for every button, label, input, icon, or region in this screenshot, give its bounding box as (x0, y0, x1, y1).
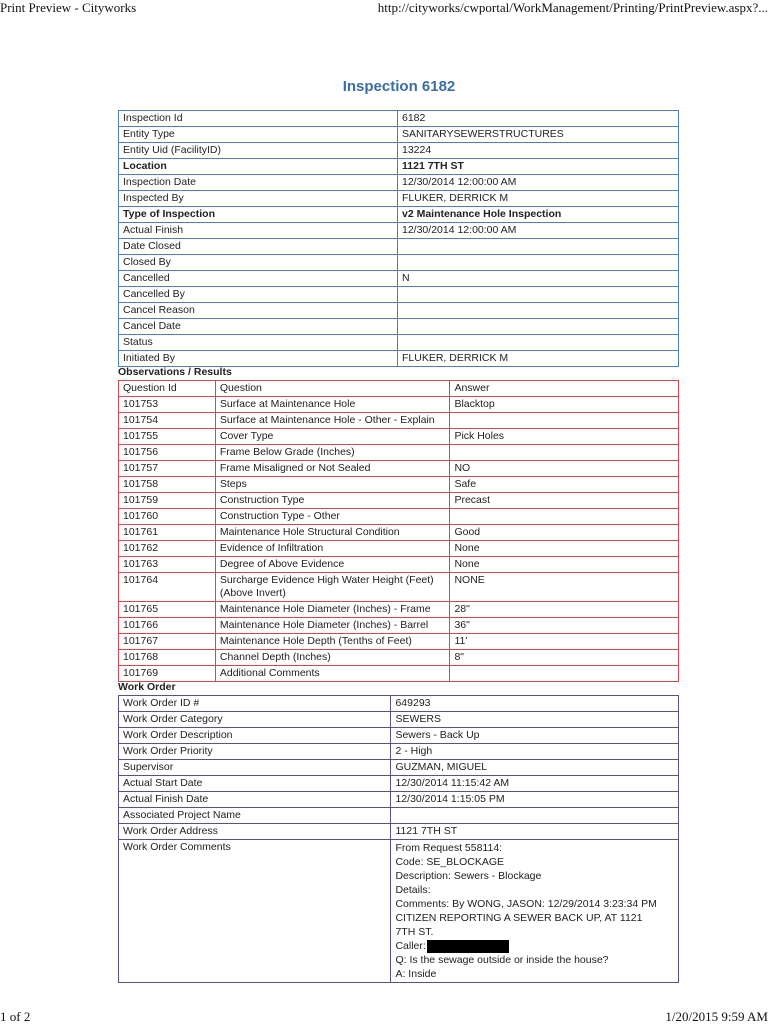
observation-answer: None (450, 557, 679, 573)
print-timestamp: 1/20/2015 9:59 AM (665, 1009, 768, 1024)
inspection-value: 6182 (398, 111, 679, 127)
observation-row (119, 509, 679, 525)
work-order-row (119, 760, 679, 776)
observations-header-row (119, 381, 679, 397)
work-order-row (119, 744, 679, 760)
work-order-value: Sewers - Back Up (391, 728, 679, 744)
observation-question-id: 101760 (119, 509, 216, 525)
header-question: Question (215, 381, 450, 397)
work-order-row (119, 728, 679, 744)
observation-row (119, 650, 679, 666)
observation-row (119, 397, 679, 413)
inspection-label: Date Closed (119, 239, 398, 255)
observation-question: Steps (215, 477, 450, 493)
inspection-row (119, 159, 679, 175)
observation-question: Frame Below Grade (Inches) (215, 445, 450, 461)
work-order-value: 2 - High (391, 744, 679, 760)
observation-row (119, 602, 679, 618)
observation-question-id: 101756 (119, 445, 216, 461)
work-order-row (119, 776, 679, 792)
inspection-value: 12/30/2014 12:00:00 AM (398, 175, 679, 191)
work-order-label: Actual Finish Date (119, 792, 391, 808)
inspection-label: Cancelled By (119, 287, 398, 303)
observation-answer: Precast (450, 493, 679, 509)
work-order-row (119, 696, 679, 712)
inspection-row (119, 303, 679, 319)
inspection-value (398, 255, 679, 271)
observation-question-id: 101767 (119, 634, 216, 650)
comment-line: Description: Sewers - Blockage (395, 870, 542, 882)
work-order-row (119, 792, 679, 808)
inspection-label: Entity Type (119, 127, 398, 143)
work-order-row (119, 712, 679, 728)
comment-line: CITIZEN REPORTING A SEWER BACK UP, AT 1121 (395, 912, 643, 924)
observation-question-id: 101768 (119, 650, 216, 666)
observation-answer: 28" (450, 602, 679, 618)
observations-table (118, 380, 679, 682)
inspection-label: Closed By (119, 255, 398, 271)
observation-question-id: 101762 (119, 541, 216, 557)
observation-row (119, 618, 679, 634)
inspection-value: FLUKER, DERRICK M (398, 351, 679, 367)
inspection-row (119, 319, 679, 335)
observation-row (119, 429, 679, 445)
redaction-box (427, 940, 509, 953)
observation-row (119, 413, 679, 429)
observation-answer: None (450, 541, 679, 557)
work-order-row (119, 808, 679, 824)
work-order-label: Supervisor (119, 760, 391, 776)
observation-row (119, 557, 679, 573)
comment-line: 7TH ST. (395, 926, 434, 938)
observation-answer: Blacktop (450, 397, 679, 413)
inspection-value: 12/30/2014 12:00:00 AM (398, 223, 679, 239)
observation-question: Channel Depth (Inches) (215, 650, 450, 666)
observation-question: Construction Type - Other (215, 509, 450, 525)
observation-answer (450, 413, 679, 429)
observation-answer (450, 509, 679, 525)
observation-answer: Pick Holes (450, 429, 679, 445)
caller-label: Caller: (395, 940, 426, 952)
work-order-value: GUZMAN, MIGUEL (391, 760, 679, 776)
work-order-row (119, 824, 679, 840)
inspection-label: Location (119, 159, 398, 175)
observation-question: Additional Comments (215, 666, 450, 682)
inspection-row (119, 287, 679, 303)
inspection-label: Inspected By (119, 191, 398, 207)
work-order-label: Associated Project Name (119, 808, 391, 824)
inspection-row (119, 351, 679, 367)
observation-question: Maintenance Hole Structural Condition (215, 525, 450, 541)
observation-question: Maintenance Hole Diameter (Inches) - Frame (215, 602, 450, 618)
observation-row (119, 493, 679, 509)
observation-answer: 11' (450, 634, 679, 650)
observation-question-id: 101765 (119, 602, 216, 618)
header-answer: Answer (450, 381, 679, 397)
inspection-row (119, 239, 679, 255)
observation-row (119, 634, 679, 650)
observation-question: Maintenance Hole Depth (Tenths of Feet) (215, 634, 450, 650)
inspection-value: FLUKER, DERRICK M (398, 191, 679, 207)
inspection-label: Cancel Date (119, 319, 398, 335)
inspection-row (119, 255, 679, 271)
inspection-row (119, 127, 679, 143)
observation-answer: 8" (450, 650, 679, 666)
work-order-value (391, 808, 679, 824)
work-order-label: Work Order Priority (119, 744, 391, 760)
observation-answer (450, 666, 679, 682)
observation-question-id: 101755 (119, 429, 216, 445)
inspection-row (119, 111, 679, 127)
observation-row (119, 573, 679, 602)
observation-question: Cover Type (215, 429, 450, 445)
observation-question: Surface at Maintenance Hole - Other - Explain (215, 413, 450, 429)
work-order-value: 1121 7TH ST (391, 824, 679, 840)
comment-line: A: Inside (395, 968, 437, 980)
observation-question-id: 101763 (119, 557, 216, 573)
inspection-row (119, 207, 679, 223)
observation-question-id: 101753 (119, 397, 216, 413)
observation-question: Surface at Maintenance Hole (215, 397, 450, 413)
inspection-row (119, 223, 679, 239)
observation-question: Frame Misaligned or Not Sealed (215, 461, 450, 477)
inspection-label: Type of Inspection (119, 207, 398, 223)
observation-row (119, 541, 679, 557)
inspection-value (398, 303, 679, 319)
work-order-comments-row (119, 840, 679, 983)
comment-line: From Request 558114: (395, 842, 503, 854)
comments-value (391, 840, 679, 983)
comment-line: Code: SE_BLOCKAGE (395, 856, 505, 868)
comments-label: Work Order Comments (119, 840, 391, 983)
observations-label: Observations / Results (118, 366, 232, 378)
inspection-table (118, 110, 679, 367)
inspection-label: Status (119, 335, 398, 351)
work-order-label: Actual Start Date (119, 776, 391, 792)
observation-row (119, 445, 679, 461)
work-order-label: Work Order Description (119, 728, 391, 744)
inspection-row (119, 271, 679, 287)
inspection-label: Actual Finish (119, 223, 398, 239)
observation-row (119, 477, 679, 493)
inspection-value: v2 Maintenance Hole Inspection (398, 207, 679, 223)
observation-question-id: 101766 (119, 618, 216, 634)
comment-line: Comments: By WONG, JASON: 12/29/2014 3:23:34 PM (395, 898, 657, 910)
header-question-id: Question Id (119, 381, 216, 397)
work-order-label: Work Order Address (119, 824, 391, 840)
inspection-row (119, 143, 679, 159)
observation-question: Degree of Above Evidence (215, 557, 450, 573)
work-order-table (118, 695, 679, 983)
work-order-value: 649293 (391, 696, 679, 712)
observation-question-id: 101769 (119, 666, 216, 682)
observation-answer: NO (450, 461, 679, 477)
observation-question-id: 101758 (119, 477, 216, 493)
inspection-label: Inspection Id (119, 111, 398, 127)
observation-row (119, 666, 679, 682)
inspection-row (119, 191, 679, 207)
inspection-value: 13224 (398, 143, 679, 159)
observation-answer: NONE (450, 573, 679, 602)
inspection-label: Initiated By (119, 351, 398, 367)
observation-question-id: 101754 (119, 413, 216, 429)
page-title: Inspection 6182 (342, 78, 456, 95)
observation-answer (450, 445, 679, 461)
window-title: Print Preview - Cityworks (0, 0, 137, 15)
inspection-value (398, 287, 679, 303)
work-order-value: 12/30/2014 1:15:05 PM (391, 792, 679, 808)
inspection-value: N (398, 271, 679, 287)
comment-caller-line (395, 939, 674, 953)
inspection-value (398, 319, 679, 335)
observation-question-id: 101761 (119, 525, 216, 541)
observation-question-id: 101764 (119, 573, 216, 602)
comment-line: Q: Is the sewage outside or inside the house? (395, 954, 609, 966)
observation-row (119, 461, 679, 477)
observation-question: Evidence of Infiltration (215, 541, 450, 557)
work-order-value: SEWERS (391, 712, 679, 728)
observation-row (119, 525, 679, 541)
inspection-value (398, 239, 679, 255)
page-url: http://cityworks/cwportal/WorkManagement/Printing/PrintPreview.aspx?... (377, 0, 768, 15)
observation-question: Maintenance Hole Diameter (Inches) - Barrel (215, 618, 450, 634)
observation-answer: Safe (450, 477, 679, 493)
inspection-value: 1121 7TH ST (398, 159, 679, 175)
work-order-label: Work Order ID # (119, 696, 391, 712)
observation-answer: Good (450, 525, 679, 541)
inspection-label: Cancelled (119, 271, 398, 287)
inspection-value (398, 335, 679, 351)
work-order-label: Work Order (118, 681, 176, 693)
observation-question-id: 101757 (119, 461, 216, 477)
observation-question: Construction Type (215, 493, 450, 509)
inspection-row (119, 175, 679, 191)
work-order-label: Work Order Category (119, 712, 391, 728)
observation-question: Surcharge Evidence High Water Height (Feet) (Above Invert) (215, 573, 450, 602)
inspection-label: Cancel Reason (119, 303, 398, 319)
inspection-row (119, 335, 679, 351)
observation-question-id: 101759 (119, 493, 216, 509)
inspection-value: SANITARYSEWERSTRUCTURES (398, 127, 679, 143)
inspection-label: Inspection Date (119, 175, 398, 191)
work-order-value: 12/30/2014 11:15:42 AM (391, 776, 679, 792)
inspection-label: Entity Uid (FacilityID) (119, 143, 398, 159)
observation-answer: 36" (450, 618, 679, 634)
page-indicator: 1 of 2 (0, 1009, 31, 1024)
comment-line: Details: (395, 884, 431, 896)
